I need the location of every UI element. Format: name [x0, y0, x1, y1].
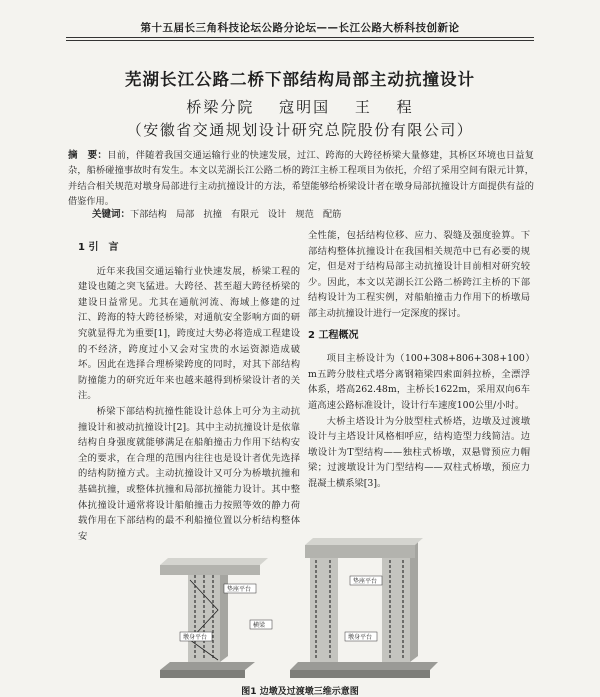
callout-2: 横梁	[253, 622, 266, 629]
transition-pier-drawing	[290, 538, 438, 678]
section-heading-intro: 1 引 言	[78, 242, 119, 253]
callout-5: 墩身平台	[348, 634, 373, 641]
intro-continuation: 全性能，包括结构位移、应力、裂缝及强度验算。下部结构整体抗撞设计在我国相关规范中已有必要的规定，但是对于结构局部主动抗撞设计目前相对研究较少。因此，本文以芜湖长江公路二桥跨江主桥的下部结构设计为工程实例，对船舶撞击力作用下的桥墩局部主动抗撞设计进行一定深度的探讨。	[308, 230, 530, 319]
figure-caption: 图1 边墩及过渡墩三维示意图	[241, 687, 359, 697]
keywords-label: 关键词：	[92, 209, 131, 220]
running-header: 第十五届长三角科技论坛公路分论坛——长江公路大桥科技创新论	[140, 22, 460, 34]
callout-1: 垫座平台	[227, 586, 252, 593]
callout-3: 墩身平台	[183, 634, 208, 641]
intro-paragraph-2: 桥梁下部结构抗撞性能设计总体上可分为主动抗撞设计和被动抗撞设计[2]。其中主动抗撞设计是依靠结构自身强度就能够满足在船舶撞击力作用下结构安全的要求，在合理的范围内往往也是设计者优先选择的结构防撞方式。主动抗撞设计又可分为桥墩抗撞和基础抗撞，或整体抗撞和局部抗撞能力设计。其中整体抗撞设计通常将设计船舶撞击力按照等效的静力荷载作用在下部结构的最不利船撞位置以分析结构整体安	[78, 405, 300, 542]
callout-4: 垫座平台	[353, 578, 378, 585]
pier-3d-figure	[140, 520, 450, 680]
abstract-text: 目前，伴随着我国交通运输行业的快速发展，过江、跨海的大跨径桥梁大量修建，其桥区环境也日益复杂，船桥碰撞事故时有发生。本文以芜湖长江公路二桥的跨江主桥工程项目为依托，介绍了采用空间有限元计算，并结合相关规范对墩身局部进行主动抗撞设计的方法，希望能够给桥梁设计者在墩身局部抗撞设计方面提供有益的借鉴作用。	[68, 150, 534, 207]
overview-paragraph-2: 大桥主塔设计为分肢型柱式桥塔，边墩及过渡墩设计与主塔设计风格相呼应，结构造型力线简洁。边墩设计为T型结构——独柱式桥墩，双悬臂预应力帽梁；过渡墩设计为门型结构——双柱式桥墩，预应力混凝土横系梁[3]。	[308, 415, 530, 489]
author-names: 寇明国 王 程	[279, 98, 414, 116]
paper-title: 芜湖长江公路二桥下部结构局部主动抗撞设计	[125, 70, 475, 89]
side-pier-drawing	[160, 558, 268, 678]
abstract-label: 摘 要：	[68, 150, 108, 161]
keywords	[92, 206, 341, 220]
header-rule-bottom	[66, 40, 534, 41]
right-column	[308, 228, 530, 492]
left-column	[78, 238, 300, 544]
header-rule-top	[66, 37, 534, 38]
keywords-text: 下部结构 局部 抗撞 有限元 设计 规范 配筋	[130, 209, 342, 220]
affiliation: （安徽省交通规划设计研究总院股份有限公司）	[126, 121, 474, 139]
section-heading-overview: 2 工程概况	[308, 329, 359, 341]
abstract	[68, 148, 534, 209]
overview-paragraph-1: 项目主桥设计为（100+308+806+308+100）m五跨分肢柱式塔分离钢箱梁四索面斜拉桥，全漂浮体系，塔高262.48m，主桥长1622m，采用双向6车道高速公路标准设计，设计行车速度100公里/小时。	[308, 353, 530, 411]
intro-paragraph-1: 近年来我国交通运输行业快速发展，桥梁工程的建设也随之突飞猛进。大跨径、甚至超大跨径桥梁的建设日益常见。尤其在通航河流、海域上修建的过江、跨海的特大跨径桥梁，对通航安全影响方面的研究就显得尤为重要[1]，跨度过大势必将造成工程建设的不经济，跨度过小又会对宝贵的水运资源造成破坏。因此在选择合理桥梁跨度的同时，对其下部结构防撞能力的研究近年来也越来越得到桥梁设计者的关注。	[78, 265, 300, 402]
author-line	[0, 96, 600, 117]
author-dept: 桥梁分院	[186, 98, 255, 116]
